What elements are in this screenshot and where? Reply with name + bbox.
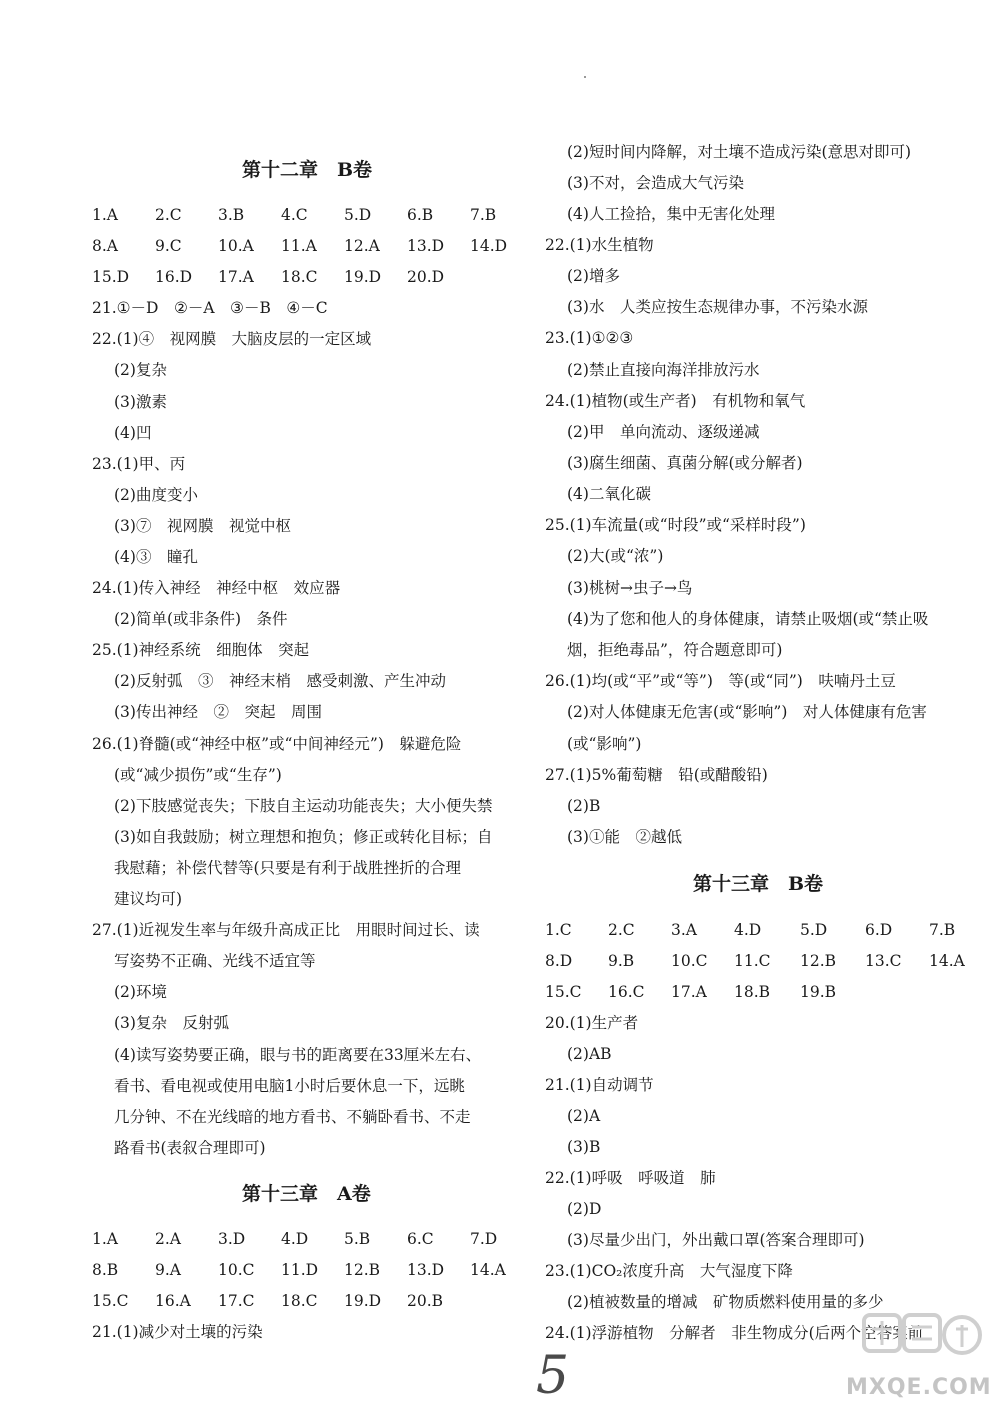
answer-line: (或“影响”) bbox=[567, 735, 642, 753]
mc-answer: 7.B bbox=[929, 921, 956, 939]
answer-line: 22.(1)呼吸 呼吸道 肺 bbox=[545, 1169, 716, 1187]
mc-answer: 5.B bbox=[344, 1230, 371, 1248]
mc-answer: 2.A bbox=[155, 1230, 181, 1248]
mc-answer: 9.C bbox=[155, 237, 182, 255]
mc-row bbox=[92, 1259, 532, 1281]
answer-line: 几分钟、不在光线暗的地方看书、不躺卧看书、不走 bbox=[114, 1108, 471, 1126]
mc-answer: 7.D bbox=[470, 1230, 498, 1248]
mc-answer: 18.C bbox=[281, 268, 318, 286]
mc-answer: 12.A bbox=[344, 237, 380, 255]
answer-line: 看书、看电视或使用电脑1小时后要休息一下，远眺 bbox=[114, 1077, 465, 1095]
mc-answer: 15.D bbox=[92, 268, 130, 286]
mc-answer: 8.B bbox=[92, 1261, 119, 1279]
answer-line: 25.(1)神经系统 细胞体 突起 bbox=[92, 641, 310, 659]
mc-answer: 4.C bbox=[281, 206, 308, 224]
answer-line: (4)凹 bbox=[114, 424, 152, 442]
answer-line: (2)环境 bbox=[114, 983, 167, 1001]
answer-line: 26.(1)脊髓(或“神经中枢”或“中间神经元”) 躲避危险 bbox=[92, 735, 462, 753]
mc-answer: 18.C bbox=[281, 1292, 318, 1310]
mc-row bbox=[92, 266, 532, 288]
mc-answer: 10.C bbox=[218, 1261, 255, 1279]
mc-answer: 12.B bbox=[800, 952, 837, 970]
mc-answer: 2.C bbox=[608, 921, 635, 939]
mc-answer: 15.C bbox=[92, 1292, 129, 1310]
answer-line: (或“减少损伤”或“生存”) bbox=[114, 766, 282, 784]
mc-answer: 16.D bbox=[155, 268, 193, 286]
answer-line: (2)禁止直接向海洋排放污水 bbox=[567, 361, 760, 379]
mc-row bbox=[545, 950, 985, 972]
mc-answer: 6.D bbox=[865, 921, 893, 939]
mc-answer: 4.D bbox=[281, 1230, 309, 1248]
mc-answer: 14.A bbox=[470, 1261, 506, 1279]
answer-line: 22.(1)水生植物 bbox=[545, 236, 654, 254]
answer-line: (4)人工捡拾，集中无害化处理 bbox=[567, 205, 775, 223]
answer-line: (3)尽量少出门，外出戴口罩(答案合理即可) bbox=[567, 1231, 865, 1249]
mc-answer: 11.D bbox=[281, 1261, 319, 1279]
mc-answer: 7.B bbox=[470, 206, 497, 224]
mc-answer: 1.A bbox=[92, 206, 118, 224]
answer-line: 我慰藉；补偿代替等(只要是有利于战胜挫折的合理 bbox=[114, 859, 462, 877]
answer-line: (3)激素 bbox=[114, 393, 167, 411]
mc-row bbox=[92, 235, 532, 257]
mc-answer: 14.D bbox=[470, 237, 508, 255]
watermark-site-text: MXQE.COM bbox=[846, 1375, 992, 1400]
mc-answer: 5.D bbox=[344, 206, 372, 224]
section-heading-ch13-b: 第十三章 B卷 bbox=[693, 873, 824, 895]
watermark bbox=[840, 1311, 990, 1411]
answer-line: (2)B bbox=[567, 797, 601, 815]
answer-line: (2)增多 bbox=[567, 267, 620, 285]
answer-line: (3)腐生细菌、真菌分解(或分解者) bbox=[567, 454, 803, 472]
answer-line: (3)B bbox=[567, 1138, 601, 1156]
mc-answer: 17.A bbox=[671, 983, 707, 1001]
mc-answer: 17.A bbox=[218, 268, 254, 286]
mc-answer: 6.B bbox=[407, 206, 434, 224]
answer-line: 24.(1)传入神经 神经中枢 效应器 bbox=[92, 579, 341, 597]
mc-row bbox=[92, 1290, 532, 1312]
answer-line: (2)大(或“浓”) bbox=[567, 547, 664, 565]
mc-answer: 11.C bbox=[734, 952, 771, 970]
answer-line: 26.(1)均(或“平”或“等”) 等(或“同”) 呋喃丹土豆 bbox=[545, 672, 896, 690]
answer-line: 路看书(表叙合理即可) bbox=[114, 1139, 266, 1157]
mc-answer: 19.D bbox=[344, 268, 382, 286]
mc-answer: 18.B bbox=[734, 983, 771, 1001]
mc-answer: 10.C bbox=[671, 952, 708, 970]
mc-answer: 2.C bbox=[155, 206, 182, 224]
answer-line: 写姿势不正确、光线不适宜等 bbox=[114, 952, 316, 970]
answer-line: (3)水 人类应按生态规律办事，不污染水源 bbox=[567, 298, 868, 316]
mc-answer: 9.A bbox=[155, 1261, 181, 1279]
mc-answer: 8.A bbox=[92, 237, 118, 255]
mc-answer: 19.D bbox=[344, 1292, 382, 1310]
mc-answer: 19.B bbox=[800, 983, 837, 1001]
answer-line: (3)复杂 反射弧 bbox=[114, 1014, 229, 1032]
answer-line: (2)AB bbox=[567, 1045, 612, 1063]
mc-answer: 3.A bbox=[671, 921, 697, 939]
answer-line: (2)植被数量的增减 矿物质燃料使用量的多少 bbox=[567, 1293, 884, 1311]
answer-line: (2)反射弧 ③ 神经末梢 感受刺激、产生冲动 bbox=[114, 672, 446, 690]
answer-line: (2)甲 单向流动、逐级递减 bbox=[567, 423, 760, 441]
mc-answer: 13.D bbox=[407, 1261, 445, 1279]
answer-line: (2)简单(或非条件) 条件 bbox=[114, 610, 288, 628]
answer-line: (2)短时间内降解，对土壤不造成污染(意思对即可) bbox=[567, 143, 912, 161]
mc-answer: 20.B bbox=[407, 1292, 444, 1310]
answer-line: (2)对人体健康无危害(或“影响”) 对人体健康有危害 bbox=[567, 703, 927, 721]
answer-line: 21.①－D ②－A ③－B ④－C bbox=[92, 299, 328, 317]
answer-line: 23.(1)①②③ bbox=[545, 329, 634, 347]
answer-line: (2)下肢感觉丧失；下肢自主运动功能丧失；大小便失禁 bbox=[114, 797, 493, 815]
answer-line: (3)如自我鼓励；树立理想和抱负；修正或转化目标；自 bbox=[114, 828, 493, 846]
answer-line: (2)复杂 bbox=[114, 361, 167, 379]
mc-answer: 11.A bbox=[281, 237, 317, 255]
mc-answer: 6.C bbox=[407, 1230, 434, 1248]
mc-answer: 16.C bbox=[608, 983, 645, 1001]
answer-line: 25.(1)车流量(或“时段”或“采样时段”) bbox=[545, 516, 806, 534]
mc-answer: 15.C bbox=[545, 983, 582, 1001]
mc-answer: 16.A bbox=[155, 1292, 191, 1310]
mc-row bbox=[545, 919, 985, 941]
scan-dot bbox=[584, 76, 586, 78]
answer-line: (4)二氧化碳 bbox=[567, 485, 651, 503]
answer-line: 22.(1)④ 视网膜 大脑皮层的一定区域 bbox=[92, 330, 372, 348]
mc-answer: 13.C bbox=[865, 952, 902, 970]
mc-answer: 8.D bbox=[545, 952, 573, 970]
page-mark: 5 bbox=[536, 1346, 570, 1406]
mc-answer: 10.A bbox=[218, 237, 254, 255]
mc-answer: 9.B bbox=[608, 952, 635, 970]
mc-answer: 17.C bbox=[218, 1292, 255, 1310]
answer-line: 21.(1)自动调节 bbox=[545, 1076, 654, 1094]
answer-line: 建议均可) bbox=[114, 890, 183, 908]
answer-line: (4)③ 瞳孔 bbox=[114, 548, 198, 566]
mc-answer: 14.A bbox=[929, 952, 965, 970]
watermark-logo-icon bbox=[862, 1311, 982, 1373]
answer-line: (3)⑦ 视网膜 视觉中枢 bbox=[114, 517, 291, 535]
mc-answer: 4.D bbox=[734, 921, 762, 939]
mc-answer: 3.D bbox=[218, 1230, 246, 1248]
answer-line: (3)传出神经 ② 突起 周围 bbox=[114, 703, 322, 721]
mc-answer: 20.D bbox=[407, 268, 445, 286]
answer-line: (2)A bbox=[567, 1107, 601, 1125]
mc-answer: 12.B bbox=[344, 1261, 381, 1279]
answer-line: (2)D bbox=[567, 1200, 602, 1218]
answer-line: 23.(1)甲、丙 bbox=[92, 455, 186, 473]
answer-line: (4)读写姿势要正确，眼与书的距离要在33厘米左右、 bbox=[114, 1046, 482, 1064]
mc-row bbox=[92, 204, 532, 226]
answer-line: 24.(1)植物(或生产者) 有机物和氧气 bbox=[545, 392, 806, 410]
answer-line: 27.(1)近视发生率与年级升高成正比 用眼时间过长、读 bbox=[92, 921, 480, 939]
section-heading-ch13-a: 第十三章 A卷 bbox=[242, 1183, 371, 1205]
answer-line: (4)为了您和他人的身体健康，请禁止吸烟(或“禁止吸 bbox=[567, 610, 929, 628]
mc-answer: 5.D bbox=[800, 921, 828, 939]
answer-line: (3)不对，会造成大气污染 bbox=[567, 174, 744, 192]
answer-line: 21.(1)减少对土壤的污染 bbox=[92, 1323, 263, 1341]
mc-answer: 3.B bbox=[218, 206, 245, 224]
mc-answer: 13.D bbox=[407, 237, 445, 255]
answer-line: 20.(1)生产者 bbox=[545, 1014, 639, 1032]
mc-row bbox=[545, 981, 985, 1003]
answer-line: 23.(1)CO₂浓度升高 大气湿度下降 bbox=[545, 1262, 793, 1280]
answer-line: 烟，拒绝毒品”，符合题意即可) bbox=[567, 641, 783, 659]
answer-line: 24.(1)浮游植物 分解者 非生物成分(后两个空答案前 bbox=[545, 1324, 924, 1342]
mc-answer: 1.C bbox=[545, 921, 572, 939]
answer-line: (3)桃树→虫子→鸟 bbox=[567, 579, 693, 597]
mc-answer: 1.A bbox=[92, 1230, 118, 1248]
answer-line: (3)①能 ②越低 bbox=[567, 828, 682, 846]
answer-line: 27.(1)5%葡萄糖 铅(或醋酸铅) bbox=[545, 766, 768, 784]
section-heading-ch12-b: 第十二章 B卷 bbox=[242, 159, 373, 181]
answer-line: (2)曲度变小 bbox=[114, 486, 198, 504]
mc-row bbox=[92, 1228, 532, 1250]
